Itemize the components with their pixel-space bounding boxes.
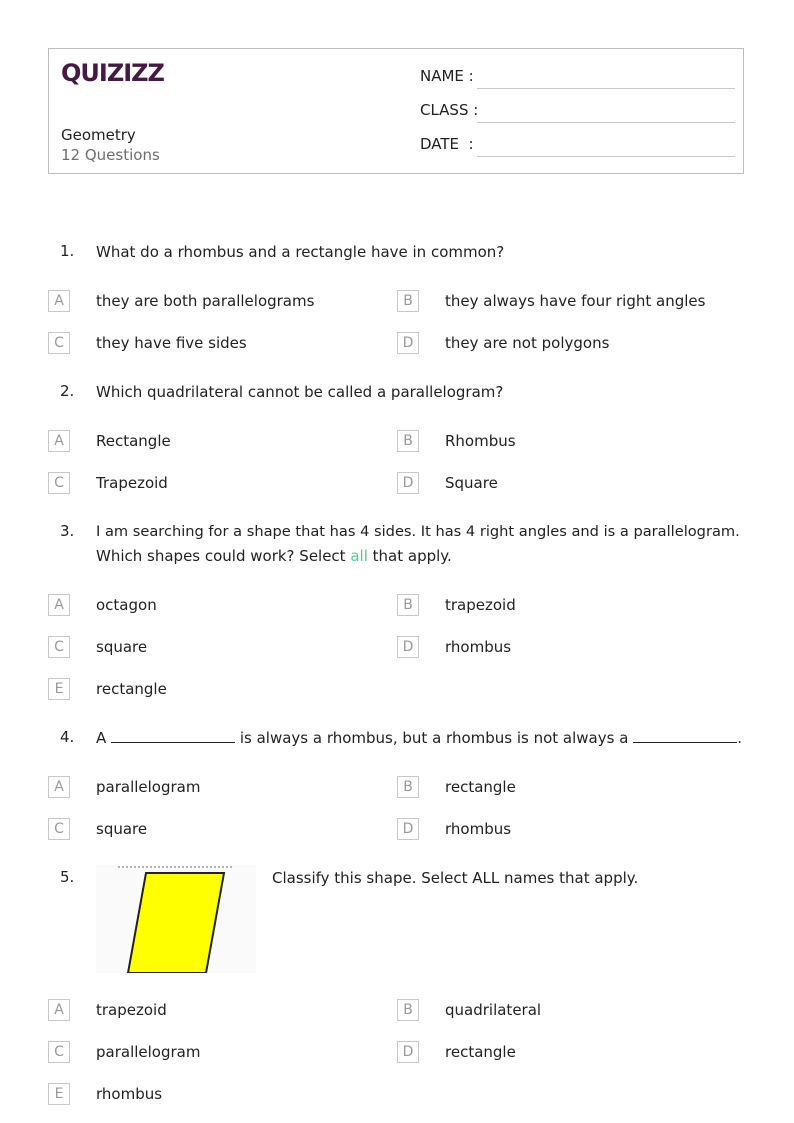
option-text: quadrilateral bbox=[445, 1001, 542, 1019]
option-text: rectangle bbox=[445, 1043, 516, 1061]
option-letter: D bbox=[397, 818, 419, 840]
option-letter: D bbox=[397, 1041, 419, 1063]
option-letter: A bbox=[48, 290, 70, 312]
option-letter: B bbox=[397, 290, 419, 312]
option-text: they have five sides bbox=[96, 334, 247, 352]
question-4-number: 4. bbox=[60, 728, 75, 746]
option-text: parallelogram bbox=[96, 778, 201, 796]
option-letter: A bbox=[48, 776, 70, 798]
option-text: they are not polygons bbox=[445, 334, 610, 352]
question-3-line-2-after: that apply. bbox=[367, 547, 452, 565]
option-letter: D bbox=[397, 636, 419, 658]
date-field[interactable] bbox=[420, 135, 735, 157]
option-letter: A bbox=[48, 594, 70, 616]
question-1-text: What do a rhombus and a rectangle have in common? bbox=[96, 243, 505, 261]
question-4-part-1: A bbox=[96, 729, 107, 747]
option-letter: C bbox=[48, 818, 70, 840]
option-letter: E bbox=[48, 1083, 70, 1105]
class-line[interactable] bbox=[477, 122, 735, 123]
question-4-part-2: is always a rhombus, but a rhombus is not always a bbox=[239, 729, 629, 747]
option-letter: B bbox=[397, 776, 419, 798]
option-letter: B bbox=[397, 594, 419, 616]
option-text: rectangle bbox=[96, 680, 167, 698]
question-5-number: 5. bbox=[60, 868, 75, 886]
option-letter: B bbox=[397, 430, 419, 452]
option-text: rhombus bbox=[96, 1085, 163, 1103]
quizizz-logo: QUIZIZZ bbox=[61, 59, 164, 87]
question-3-highlight: all bbox=[350, 547, 368, 565]
option-letter: C bbox=[48, 636, 70, 658]
question-3-number: 3. bbox=[60, 522, 75, 540]
option-letter: D bbox=[397, 332, 419, 354]
option-letter: B bbox=[397, 999, 419, 1021]
option-text: Trapezoid bbox=[96, 474, 168, 492]
option-text: Rhombus bbox=[445, 432, 516, 450]
question-3-text bbox=[96, 520, 744, 568]
option-text: rhombus bbox=[445, 820, 512, 838]
option-text: they always have four right angles bbox=[445, 292, 706, 310]
parallelogram-image bbox=[96, 865, 256, 973]
question-4-text bbox=[96, 726, 744, 750]
question-5-text: Classify this shape. Select ALL names that apply. bbox=[272, 869, 639, 887]
answer-blank-2[interactable] bbox=[633, 728, 737, 743]
subject-title: Geometry bbox=[61, 126, 136, 144]
option-text: they are both parallelograms bbox=[96, 292, 315, 310]
question-3-line-1: I am searching for a shape that has 4 sides. It has 4 right angles and is a parallelogram. bbox=[96, 523, 740, 540]
option-letter: D bbox=[397, 472, 419, 494]
option-text: Square bbox=[445, 474, 498, 492]
option-text: rhombus bbox=[445, 638, 512, 656]
option-letter: A bbox=[48, 430, 70, 452]
parallelogram-shape bbox=[96, 865, 256, 973]
worksheet-header bbox=[48, 48, 744, 174]
question-count: 12 Questions bbox=[61, 146, 160, 164]
question-2-number: 2. bbox=[60, 382, 75, 400]
option-letter: A bbox=[48, 999, 70, 1021]
class-field[interactable] bbox=[420, 101, 735, 123]
name-line[interactable] bbox=[477, 88, 735, 89]
date-label: DATE : bbox=[420, 135, 474, 153]
option-letter: C bbox=[48, 472, 70, 494]
option-text: rectangle bbox=[445, 778, 516, 796]
option-text: square bbox=[96, 820, 148, 838]
option-text: octagon bbox=[96, 596, 157, 614]
option-text: trapezoid bbox=[96, 1001, 167, 1019]
option-text: square bbox=[96, 638, 148, 656]
date-line[interactable] bbox=[477, 156, 735, 157]
option-letter: C bbox=[48, 332, 70, 354]
question-1-number: 1. bbox=[60, 242, 75, 260]
option-letter: C bbox=[48, 1041, 70, 1063]
option-letter: E bbox=[48, 678, 70, 700]
option-text: parallelogram bbox=[96, 1043, 201, 1061]
option-text: Rectangle bbox=[96, 432, 171, 450]
option-text: trapezoid bbox=[445, 596, 516, 614]
name-label: NAME : bbox=[420, 67, 474, 85]
question-3-line-2-before: Which shapes could work? Select bbox=[96, 547, 351, 565]
class-label: CLASS : bbox=[420, 101, 479, 119]
question-2-text: Which quadrilateral cannot be called a parallelogram? bbox=[96, 383, 504, 401]
question-4-part-3: . bbox=[737, 729, 742, 747]
question-3-line-2 bbox=[96, 544, 744, 568]
name-field[interactable] bbox=[420, 67, 735, 89]
answer-blank-1[interactable] bbox=[111, 728, 235, 743]
